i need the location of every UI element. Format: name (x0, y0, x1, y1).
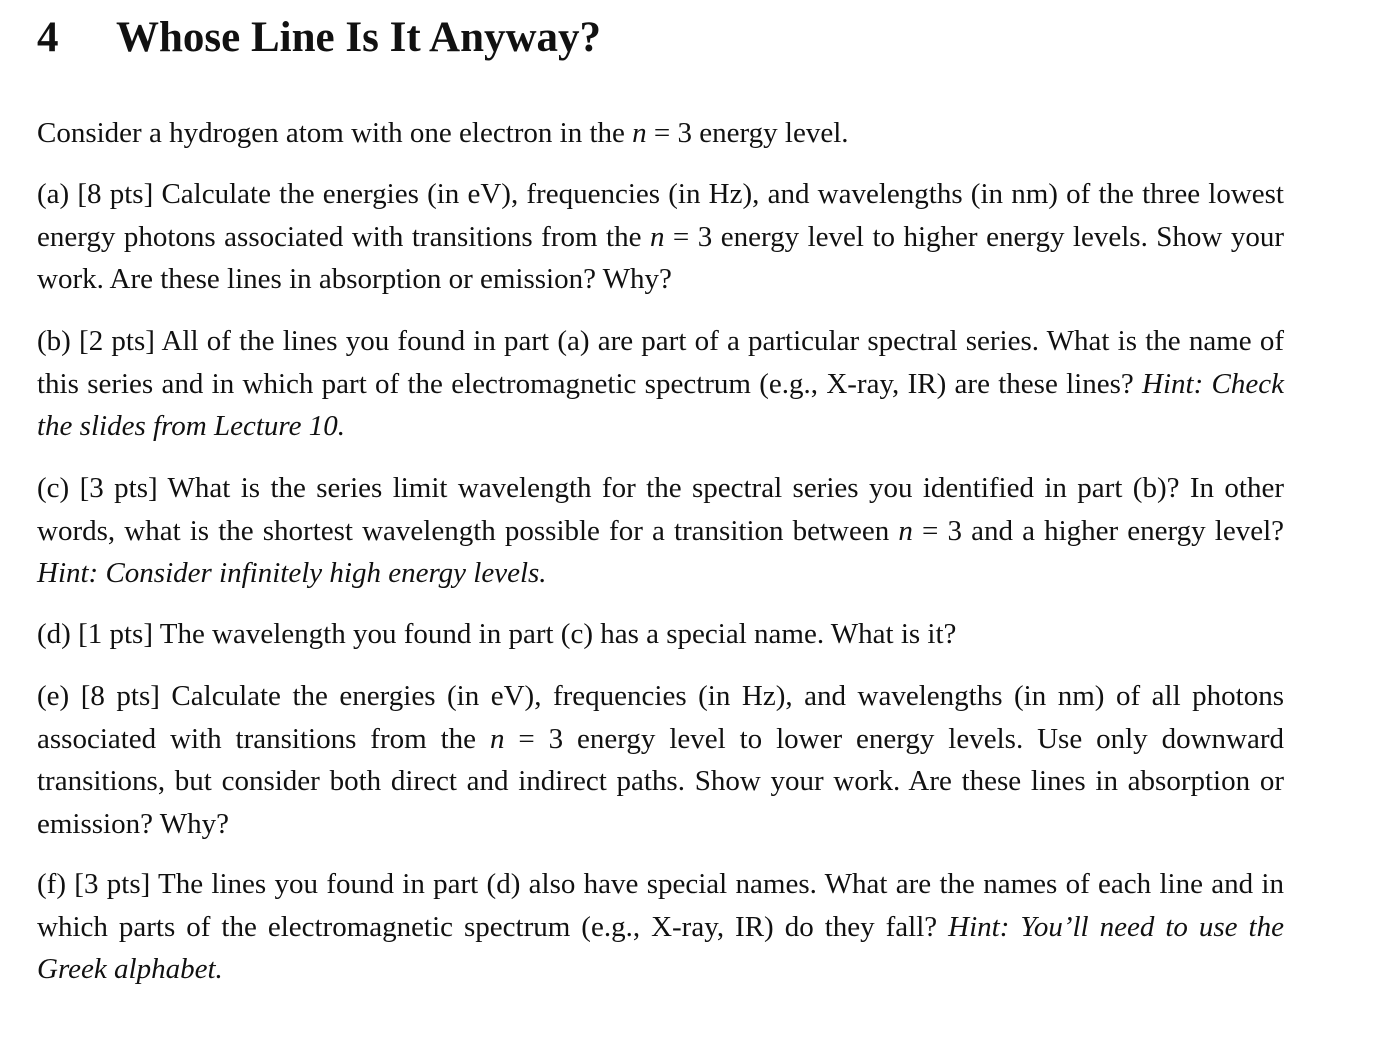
intro-paragraph (37, 112, 1284, 155)
part-label: (a) (37, 178, 70, 210)
math-variable: n (632, 117, 647, 149)
section-title: Whose Line Is It Anyway? (116, 14, 602, 61)
part-text-end: energy level to lower energy levels. Use only downward transitions, but consider both direct and indirect paths. Show your work. Are these lines in absorption or emission? Why? (37, 722, 1285, 840)
part-points: [8 pts] (77, 178, 154, 210)
math-equation: = 3 (912, 514, 962, 547)
part-text: What is the series limit wavelength for the spectral series you identified in part (b)? In other words, what is the shortest wavelength possible for a transition between (37, 472, 1285, 547)
part-text: The lines you found in part (d) also have special names. What are the names of each line and in which parts of the electromagnetic spectrum (e.g., X-ray, IR) do they fall? (37, 868, 1284, 943)
section-heading (37, 8, 1284, 68)
section-number: 4 (37, 14, 59, 61)
part-points: [3 pts] (74, 868, 151, 900)
part-text: Calculate the energies (in eV), frequencies (in Hz), and wavelengths (in nm) of all photons associated with transitions from the (37, 680, 1285, 755)
question-part-e (37, 675, 1284, 845)
part-label: (b) (37, 325, 71, 357)
math-equation: = 3 (646, 117, 693, 149)
part-label: (c) (37, 472, 70, 504)
part-label: (f) (37, 868, 66, 900)
part-label: (d) (37, 618, 71, 650)
question-part-f (37, 863, 1284, 991)
intro-text-end: energy level. (692, 117, 849, 149)
intro-text: Consider a hydrogen atom with one electron in the (37, 117, 633, 149)
part-points: [8 pts] (80, 680, 160, 712)
math-variable: n (489, 722, 505, 755)
question-part-c (37, 467, 1284, 595)
part-text: The wavelength you found in part (c) has a special name. What is it? (153, 618, 957, 650)
question-part-b (37, 320, 1284, 448)
part-points: [3 pts] (79, 472, 158, 504)
part-label: (e) (37, 680, 70, 712)
math-equation: = 3 (664, 220, 713, 253)
part-text: Calculate the energies (in eV), frequencies (in Hz), and wavelengths (in nm) of the three lowest energy photons associated with transitions from the (37, 178, 1284, 253)
part-text: All of the lines you found in part (a) are part of a particular spectral series. What is the name of this series and in which part of the electromagnetic spectrum (e.g., X-ray, IR) are these lines? (37, 325, 1284, 400)
part-points: [2 pts] (79, 325, 155, 357)
math-variable: n (898, 514, 913, 547)
part-text-end: energy level to higher energy levels. Show your work. Are these lines in absorption or emission? Why? (37, 220, 1285, 295)
part-text-end: and a higher energy level? (961, 514, 1284, 547)
question-part-a (37, 173, 1284, 301)
question-part-d (37, 613, 1284, 656)
part-points: [1 pts] (78, 618, 153, 650)
hint-text: Hint: Consider infinitely high energy levels. (37, 557, 547, 589)
hint-text: Hint: You’ll need to use the Greek alphabet. (37, 910, 1284, 985)
hint-text: Hint: Check the slides from Lecture 10. (37, 367, 1285, 442)
math-equation: = 3 (504, 722, 564, 755)
math-variable: n (649, 220, 665, 253)
